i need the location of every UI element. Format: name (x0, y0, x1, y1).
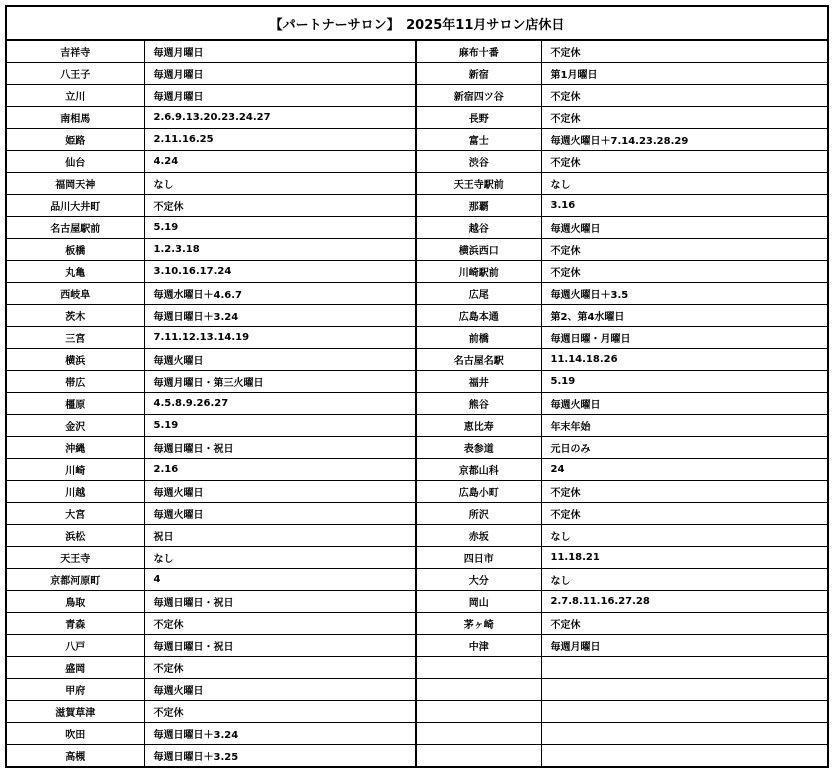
left-salon-name: 三宮 (6, 327, 144, 349)
right-salon-name (416, 745, 541, 768)
right-salon-name (416, 723, 541, 745)
left-closed-days: 祝日 (144, 525, 416, 547)
table-row (6, 283, 828, 305)
left-closed-days: 毎週月曜日 (144, 40, 416, 63)
right-closed-days: 不定休 (541, 239, 828, 261)
table-row (6, 85, 828, 107)
right-closed-days: 毎週火曜日 (541, 217, 828, 239)
right-closed-days (541, 701, 828, 723)
right-closed-days: 5.19 (541, 371, 828, 393)
right-closed-days: 年末年始 (541, 415, 828, 437)
left-salon-name: 茨木 (6, 305, 144, 327)
left-salon-name: 金沢 (6, 415, 144, 437)
table-row (6, 327, 828, 349)
left-salon-name: 沖縄 (6, 437, 144, 459)
right-closed-days (541, 723, 828, 745)
right-salon-name: 赤坂 (416, 525, 541, 547)
right-closed-days: 11.18.21 (541, 547, 828, 569)
left-salon-name: 高槻 (6, 745, 144, 768)
left-salon-name: 立川 (6, 85, 144, 107)
table-row (6, 569, 828, 591)
table-row (6, 657, 828, 679)
table-row (6, 305, 828, 327)
left-closed-days: 不定休 (144, 195, 416, 217)
left-closed-days: 4 (144, 569, 416, 591)
left-salon-name: 南相馬 (6, 107, 144, 129)
right-salon-name: 富士 (416, 129, 541, 151)
right-salon-name: 広尾 (416, 283, 541, 305)
table-row (6, 481, 828, 503)
left-closed-days: 毎週火曜日 (144, 503, 416, 525)
left-salon-name: 盛岡 (6, 657, 144, 679)
left-salon-name: 吉祥寺 (6, 40, 144, 63)
left-salon-name: 品川大井町 (6, 195, 144, 217)
left-closed-days: 不定休 (144, 657, 416, 679)
left-closed-days: 7.11.12.13.14.19 (144, 327, 416, 349)
left-salon-name: 名古屋駅前 (6, 217, 144, 239)
right-closed-days: 毎週火曜日＋3.5 (541, 283, 828, 305)
table-row (6, 613, 828, 635)
right-closed-days: 3.16 (541, 195, 828, 217)
right-salon-name: 麻布十番 (416, 40, 541, 63)
left-closed-days: 毎週火曜日 (144, 349, 416, 371)
right-closed-days: 元日のみ (541, 437, 828, 459)
left-closed-days: 不定休 (144, 613, 416, 635)
left-closed-days: 5.19 (144, 217, 416, 239)
right-salon-name: 那覇 (416, 195, 541, 217)
right-salon-name: 岡山 (416, 591, 541, 613)
left-salon-name: 川越 (6, 481, 144, 503)
left-closed-days: 毎週水曜日＋4.6.7 (144, 283, 416, 305)
right-closed-days: 不定休 (541, 40, 828, 63)
table-row (6, 635, 828, 657)
right-closed-days: 第1月曜日 (541, 63, 828, 85)
title-row (6, 6, 828, 40)
right-salon-name: 広島小町 (416, 481, 541, 503)
table-row (6, 129, 828, 151)
right-salon-name: 恵比寿 (416, 415, 541, 437)
left-salon-name: 丸亀 (6, 261, 144, 283)
right-closed-days: 不定休 (541, 481, 828, 503)
right-closed-days: なし (541, 525, 828, 547)
left-salon-name: 橿原 (6, 393, 144, 415)
left-salon-name: 青森 (6, 613, 144, 635)
left-salon-name: 天王寺 (6, 547, 144, 569)
right-salon-name: 熊谷 (416, 393, 541, 415)
table-row (6, 547, 828, 569)
left-salon-name: 京都河原町 (6, 569, 144, 591)
left-salon-name: 仙台 (6, 151, 144, 173)
left-salon-name: 甲府 (6, 679, 144, 701)
right-salon-name (416, 657, 541, 679)
table-row (6, 437, 828, 459)
left-closed-days: 5.19 (144, 415, 416, 437)
left-closed-days: なし (144, 547, 416, 569)
right-closed-days: 2.7.8.11.16.27.28 (541, 591, 828, 613)
left-salon-name: 八王子 (6, 63, 144, 85)
table-row (6, 261, 828, 283)
left-closed-days: 毎週日曜日＋3.24 (144, 723, 416, 745)
right-closed-days: 毎週日曜・月曜日 (541, 327, 828, 349)
left-salon-name: 吹田 (6, 723, 144, 745)
right-closed-days: 不定休 (541, 261, 828, 283)
table-row (6, 151, 828, 173)
left-salon-name: 姫路 (6, 129, 144, 151)
right-closed-days: 第2、第4水曜日 (541, 305, 828, 327)
table-row (6, 591, 828, 613)
table-row (6, 679, 828, 701)
right-closed-days: 不定休 (541, 85, 828, 107)
right-salon-name: 表参道 (416, 437, 541, 459)
table-row (6, 173, 828, 195)
left-salon-name: 大宮 (6, 503, 144, 525)
left-closed-days: 2.11.16.25 (144, 129, 416, 151)
right-salon-name: 名古屋名駅 (416, 349, 541, 371)
right-salon-name: 川崎駅前 (416, 261, 541, 283)
right-closed-days (541, 745, 828, 768)
right-closed-days: 毎週火曜日 (541, 393, 828, 415)
right-salon-name: 天王寺駅前 (416, 173, 541, 195)
table-row (6, 107, 828, 129)
table-row (6, 40, 828, 63)
left-closed-days: 毎週火曜日 (144, 679, 416, 701)
left-closed-days: 2.16 (144, 459, 416, 481)
left-salon-name: 横浜 (6, 349, 144, 371)
right-salon-name: 茅ヶ崎 (416, 613, 541, 635)
right-salon-name: 所沢 (416, 503, 541, 525)
right-salon-name: 渋谷 (416, 151, 541, 173)
table-row (6, 701, 828, 723)
table-row (6, 723, 828, 745)
right-salon-name: 前橋 (416, 327, 541, 349)
table-row (6, 63, 828, 85)
table-row (6, 415, 828, 437)
right-salon-name: 福井 (416, 371, 541, 393)
left-closed-days: 1.2.3.18 (144, 239, 416, 261)
right-closed-days: なし (541, 173, 828, 195)
left-salon-name: 鳥取 (6, 591, 144, 613)
left-salon-name: 川崎 (6, 459, 144, 481)
left-salon-name: 八戸 (6, 635, 144, 657)
right-salon-name: 越谷 (416, 217, 541, 239)
table-body (6, 40, 828, 767)
right-salon-name (416, 679, 541, 701)
left-closed-days: 3.10.16.17.24 (144, 261, 416, 283)
left-closed-days: 毎週日曜日・祝日 (144, 437, 416, 459)
table-row (6, 393, 828, 415)
left-closed-days: 4.24 (144, 151, 416, 173)
right-salon-name: 京都山科 (416, 459, 541, 481)
left-salon-name: 浜松 (6, 525, 144, 547)
left-salon-name: 福岡天神 (6, 173, 144, 195)
right-closed-days: 不定休 (541, 613, 828, 635)
left-closed-days: 2.6.9.13.20.23.24.27 (144, 107, 416, 129)
right-salon-name: 四日市 (416, 547, 541, 569)
right-closed-days: 毎週火曜日＋7.14.23.28.29 (541, 129, 828, 151)
right-closed-days: なし (541, 569, 828, 591)
table-row (6, 217, 828, 239)
right-salon-name: 新宿四ツ谷 (416, 85, 541, 107)
left-closed-days: 毎週日曜日＋3.24 (144, 305, 416, 327)
table-row (6, 371, 828, 393)
table-row (6, 195, 828, 217)
left-closed-days: 毎週月曜日 (144, 85, 416, 107)
table-row (6, 349, 828, 371)
table-row (6, 239, 828, 261)
left-salon-name: 帯広 (6, 371, 144, 393)
left-closed-days: 毎週火曜日 (144, 481, 416, 503)
left-closed-days: 毎週日曜日・祝日 (144, 635, 416, 657)
table-row (6, 745, 828, 768)
left-salon-name: 板橋 (6, 239, 144, 261)
right-salon-name: 長野 (416, 107, 541, 129)
right-closed-days (541, 679, 828, 701)
left-closed-days: 毎週日曜日＋3.25 (144, 745, 416, 768)
left-salon-name: 滋賀草津 (6, 701, 144, 723)
right-closed-days: 24 (541, 459, 828, 481)
left-closed-days: なし (144, 173, 416, 195)
table-row (6, 525, 828, 547)
left-closed-days: 毎週日曜日・祝日 (144, 591, 416, 613)
right-salon-name: 新宿 (416, 63, 541, 85)
right-closed-days: 不定休 (541, 107, 828, 129)
left-salon-name: 西岐阜 (6, 283, 144, 305)
right-salon-name: 広島本通 (416, 305, 541, 327)
right-closed-days: 不定休 (541, 151, 828, 173)
holiday-table (5, 5, 829, 768)
table-row (6, 459, 828, 481)
right-closed-days: 毎週月曜日 (541, 635, 828, 657)
right-closed-days: 不定休 (541, 503, 828, 525)
left-closed-days: 毎週月曜日・第三火曜日 (144, 371, 416, 393)
left-closed-days: 毎週月曜日 (144, 63, 416, 85)
table-row (6, 503, 828, 525)
right-salon-name: 横浜西口 (416, 239, 541, 261)
right-closed-days: 11.14.18.26 (541, 349, 828, 371)
right-salon-name (416, 701, 541, 723)
table-title: 【パートナーサロン】 2025年11月サロン店休日 (6, 6, 828, 40)
right-salon-name: 大分 (416, 569, 541, 591)
left-closed-days: 4.5.8.9.26.27 (144, 393, 416, 415)
left-closed-days: 不定休 (144, 701, 416, 723)
right-salon-name: 中津 (416, 635, 541, 657)
right-closed-days (541, 657, 828, 679)
